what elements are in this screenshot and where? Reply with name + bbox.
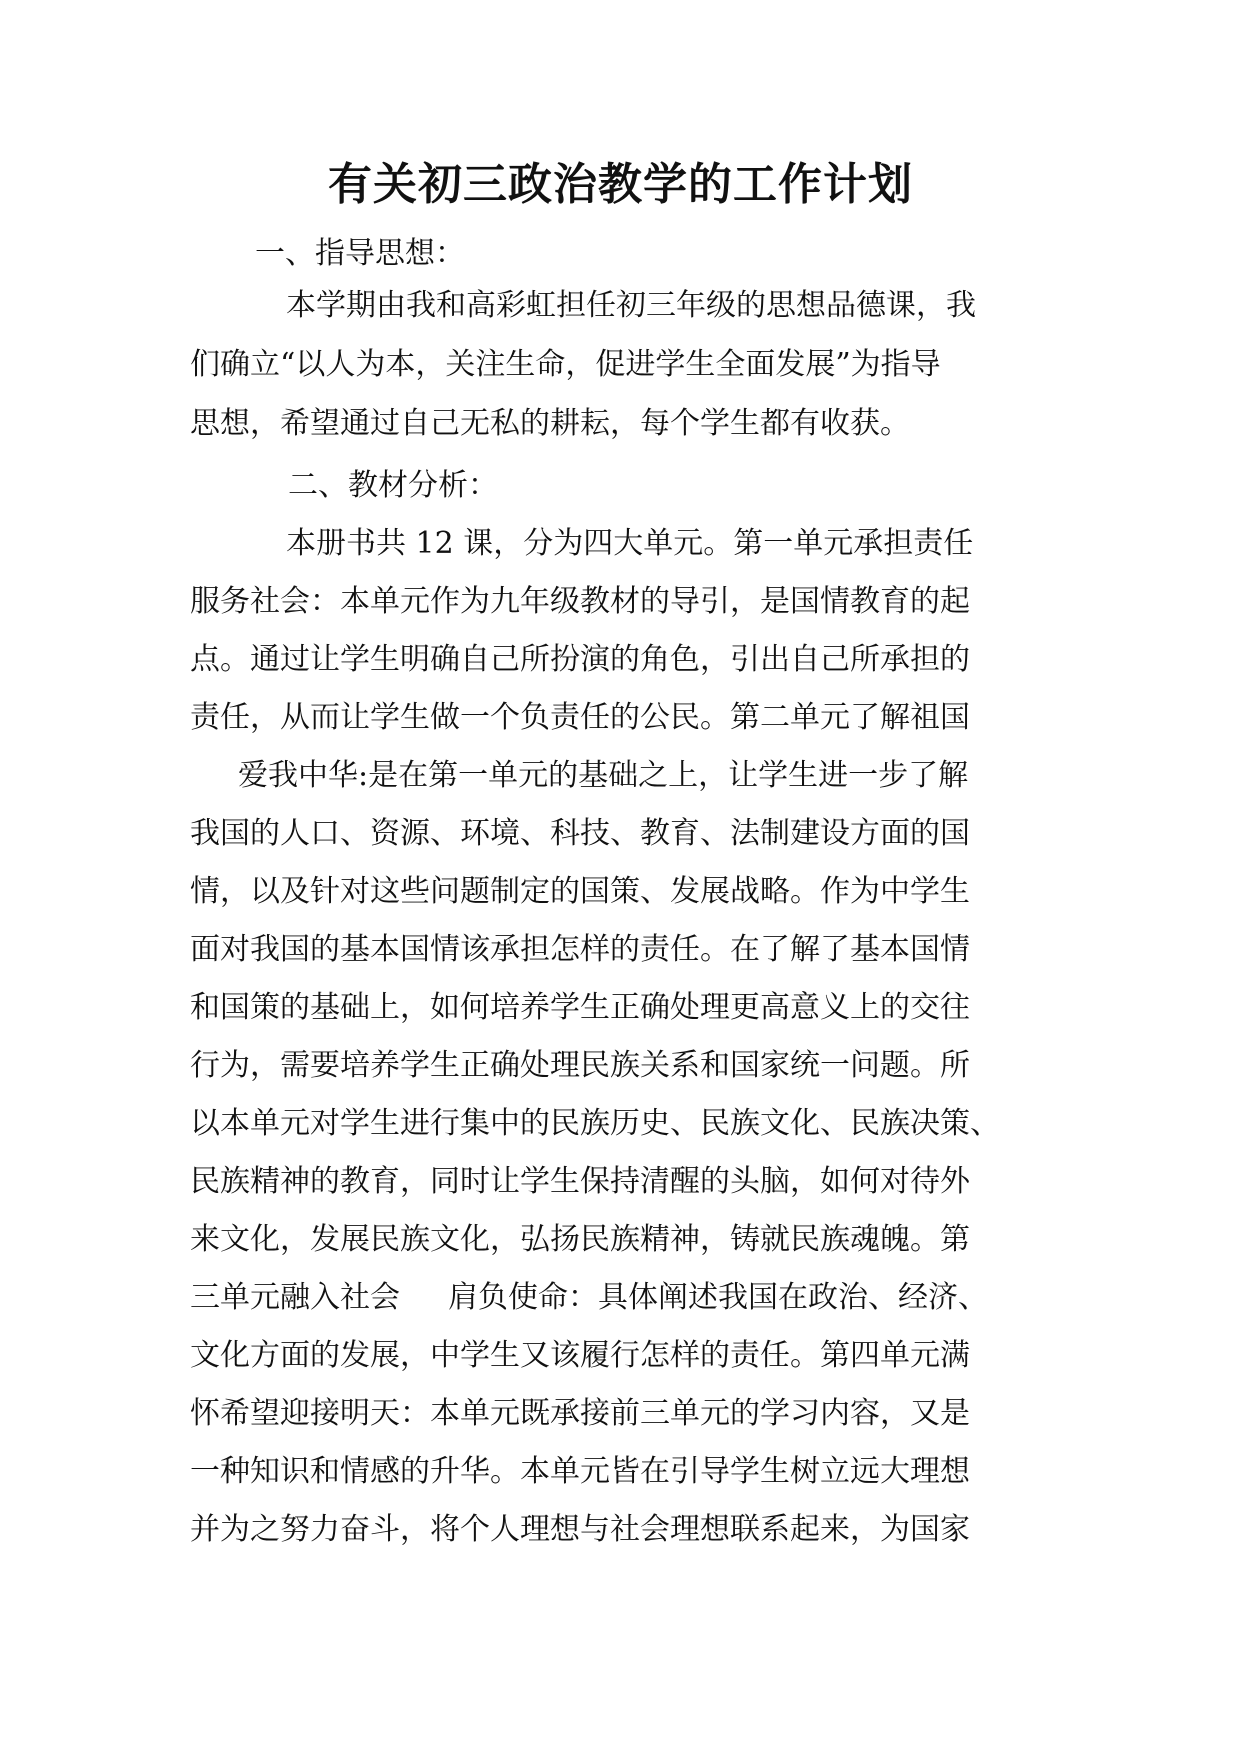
paragraph-line: 并为之努力奋斗，将个人理想与社会理想联系起来，为国家 [190, 1512, 970, 1547]
paragraph-line: 思想，希望通过自己无私的耕耘，每个学生都有收获。 [190, 406, 910, 441]
paragraph-line: 来文化，发展民族文化，弘扬民族精神，铸就民族魂魄。第 [190, 1222, 970, 1257]
paragraph-line: 面对我国的基本国情该承担怎样的责任。在了解了基本国情 [190, 932, 970, 967]
paragraph-line: 本册书共 12 课，分为四大单元。第一单元承担责任 [286, 526, 974, 561]
paragraph-line [190, 1268, 1050, 1328]
section-heading-guiding-thought: 一、指导思想： [255, 236, 465, 271]
paragraph-line: 爱我中华:是在第一单元的基础之上，让学生进一步了解 [238, 758, 969, 793]
paragraph-line: 文化方面的发展，中学生又该履行怎样的责任。第四单元满 [190, 1338, 970, 1373]
document-title: 有关初三政治教学的工作计划 [328, 159, 913, 210]
paragraph-line: 我国的人口、资源、环境、科技、教育、法制建设方面的国 [190, 816, 970, 851]
paragraph-line: 和国策的基础上，如何培养学生正确处理更高意义上的交往 [190, 990, 970, 1025]
paragraph-line: 情，以及针对这些问题制定的国策、发展战略。作为中学生 [190, 874, 970, 909]
paragraph-line: 行为，需要培养学生正确处理民族关系和国家统一问题。所 [190, 1048, 970, 1083]
line-segment: 肩负使命：具体阐述我国在政治、经济、 [448, 1280, 988, 1315]
paragraph-line: 怀希望迎接明天：本单元既承接前三单元的学习内容，又是 [190, 1396, 970, 1431]
paragraph-line: 服务社会：本单元作为九年级教材的导引，是国情教育的起 [190, 584, 970, 619]
paragraph-line: 本学期由我和高彩虹担任初三年级的思想品德课，我 [286, 288, 976, 323]
paragraph-line: 责任，从而让学生做一个负责任的公民。第二单元了解祖国 [190, 700, 970, 735]
line-segment: 三单元融入社会 [190, 1280, 400, 1315]
paragraph-line: 以本单元对学生进行集中的民族历史、民族文化、民族决策、 [190, 1106, 1000, 1141]
paragraph-line: 一种知识和情感的升华。本单元皆在引导学生树立远大理想 [190, 1454, 970, 1489]
paragraph-line: 们确立“以人为本，关注生命，促进学生全面发展”为指导 [190, 347, 941, 382]
section-heading-textbook-analysis: 二、教材分析： [288, 468, 498, 503]
paragraph-line: 民族精神的教育，同时让学生保持清醒的头脑，如何对待外 [190, 1164, 970, 1199]
paragraph-line: 点。通过让学生明确自己所扮演的角色，引出自己所承担的 [190, 642, 970, 677]
